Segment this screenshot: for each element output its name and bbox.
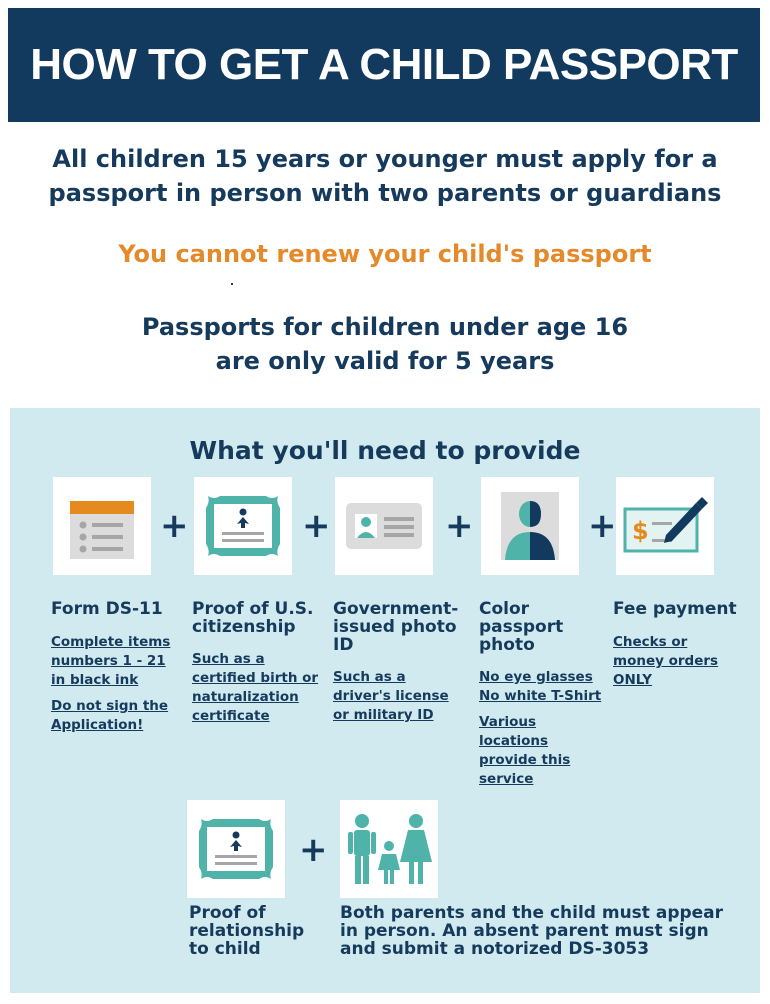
plus-sign: + bbox=[588, 506, 617, 546]
photo-id-note: or military ID bbox=[333, 707, 434, 723]
photo-id-title: Government- bbox=[333, 599, 459, 619]
certificate-icon bbox=[200, 490, 286, 562]
photo-silhouette-icon bbox=[501, 492, 559, 560]
id-card-icon bbox=[344, 501, 424, 551]
photo-id-note: Such as a bbox=[333, 669, 406, 685]
relationship-title: to child bbox=[189, 939, 261, 959]
passport-photo-note: No eye glasses bbox=[479, 669, 593, 685]
form-ds11-note: numbers 1 - 21 bbox=[51, 653, 166, 669]
age-requirement-line1: All children 15 years or younger must apply for a bbox=[52, 145, 718, 173]
passport-photo-note: Various bbox=[479, 714, 537, 730]
page-title: HOW TO GET A CHILD PASSPORT bbox=[30, 40, 738, 89]
passport-photo-note: provide this bbox=[479, 752, 571, 768]
requirements-panel bbox=[10, 408, 760, 993]
appearance-note: and submit a notorized DS-3053 bbox=[340, 939, 650, 959]
check-payment-icon bbox=[622, 495, 708, 557]
relationship-title: Proof of bbox=[189, 903, 266, 923]
plus-sign: + bbox=[302, 506, 331, 546]
passport-photo-note: service bbox=[479, 771, 534, 787]
passport-photo-note: No white T-Shirt bbox=[479, 688, 602, 704]
fee-note: ONLY bbox=[613, 672, 653, 688]
validity-note bbox=[20, 310, 750, 378]
page-header bbox=[8, 8, 760, 122]
form-ds11-note: Complete items bbox=[51, 634, 171, 650]
age-requirement-line2: passport in person with two parents or guardians bbox=[48, 179, 722, 207]
appearance-note: in person. An absent parent must sign bbox=[340, 921, 709, 941]
citizenship-note: certified birth or bbox=[192, 670, 319, 686]
family-icon bbox=[344, 812, 434, 886]
family-icon-box bbox=[340, 800, 438, 898]
svg-text:$: $ bbox=[632, 517, 649, 545]
plus-sign: + bbox=[445, 506, 474, 546]
certificate-icon bbox=[193, 813, 279, 885]
citizenship-icon-box bbox=[194, 477, 292, 575]
fee-note: money orders bbox=[613, 653, 719, 669]
stray-dot bbox=[231, 283, 233, 285]
passport-photo-title: Color bbox=[479, 599, 530, 619]
citizenship-note: certificate bbox=[192, 708, 270, 724]
photo-id-title: ID bbox=[333, 635, 354, 655]
passport-photo-title: photo bbox=[479, 635, 535, 655]
validity-line2: are only valid for 5 years bbox=[215, 347, 555, 375]
validity-line1: Passports for children under age 16 bbox=[141, 313, 629, 341]
plus-sign: + bbox=[160, 506, 189, 546]
requirements-title: What you'll need to provide bbox=[189, 436, 581, 465]
fee-note: Checks or bbox=[613, 634, 688, 650]
fee-icon-box bbox=[616, 477, 714, 575]
form-icon bbox=[67, 491, 137, 561]
relationship-icon-box bbox=[187, 800, 285, 898]
form-ds11-note: Application! bbox=[51, 717, 144, 733]
form-ds11-title: Form DS-11 bbox=[51, 599, 163, 619]
appearance-note: Both parents and the child must appear bbox=[340, 903, 724, 923]
relationship-title: relationship bbox=[189, 921, 305, 941]
fee-title: Fee payment bbox=[613, 599, 737, 619]
photo-id-note: driver's license bbox=[333, 688, 449, 704]
photo-id-icon-box bbox=[335, 477, 433, 575]
citizenship-title: citizenship bbox=[192, 617, 296, 637]
form-ds11-note: Do not sign the bbox=[51, 698, 169, 714]
photo-id-title: issued photo bbox=[333, 617, 457, 637]
form-ds11-note: in black ink bbox=[51, 672, 139, 688]
passport-photo-icon-box bbox=[481, 477, 579, 575]
citizenship-note: Such as a bbox=[192, 651, 265, 667]
plus-sign: + bbox=[299, 830, 328, 870]
form-icon-box bbox=[53, 477, 151, 575]
age-requirement bbox=[20, 142, 750, 210]
passport-photo-title: passport bbox=[479, 617, 564, 637]
passport-photo-note: locations bbox=[479, 733, 549, 749]
renew-warning: You cannot renew your child's passport bbox=[118, 240, 652, 268]
citizenship-title: Proof of U.S. bbox=[192, 599, 314, 619]
citizenship-note: naturalization bbox=[192, 689, 299, 705]
